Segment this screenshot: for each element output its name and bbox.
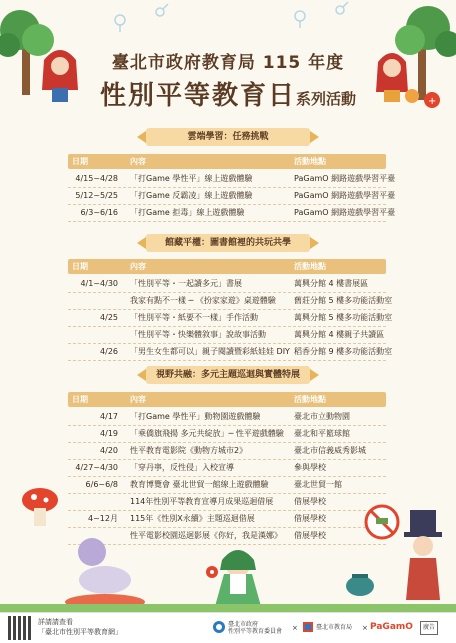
row-content: 「男生女生都可以」親子閱讀暨彩紙娃娃 DIY: [130, 347, 290, 356]
org2-line1: 臺北市教育局: [316, 624, 353, 631]
row-date: 4/17: [100, 412, 118, 421]
mushroom-icon: [22, 488, 58, 526]
footer-info-line1: 詳請請查看: [38, 618, 73, 626]
separator-x-1: ×: [292, 624, 298, 632]
row-date: 6/6~6/8: [85, 480, 118, 489]
caterpillar-character-icon: [65, 538, 145, 610]
table-row: [68, 326, 386, 344]
row-venue: 萬興分館 4 樓書展區: [294, 279, 369, 288]
table-row: [68, 408, 386, 426]
poster-title-line1: 臺北市政府教育局 115 年度: [111, 53, 345, 73]
row-content: 「穿丹寧，反性侵」入校宣導: [130, 463, 234, 472]
table-row: [68, 275, 386, 293]
table-row: [68, 425, 386, 443]
footer: [0, 612, 456, 643]
poster-title-suffix: 系列活動: [296, 90, 357, 108]
org1-line1: 臺北市政府: [228, 621, 259, 628]
row-venue: 臺北和平籃球館: [294, 429, 350, 438]
row-date: 4/27~4/30: [75, 463, 118, 472]
separator-x-2: ×: [362, 624, 368, 632]
footer-info-line2[interactable]: 「臺北市性別平等教育網」: [38, 628, 122, 636]
column-date: 日期: [72, 157, 88, 166]
flower-icon: [206, 566, 218, 578]
row-venue: PaGamO 網路遊戲學習平臺: [294, 174, 396, 183]
row-content: 教育博覽會 臺北世貿一館線上遊戲體驗: [130, 480, 269, 489]
column-content: 內容: [130, 395, 146, 404]
row-content: 我家有點不一樣 ─ 《扮家家遊》桌遊體驗: [130, 296, 276, 305]
row-content: 性平電影校園巡迴影展《你好，我是漢娜》: [130, 531, 282, 540]
row-date: 4/1~4/30: [80, 279, 118, 288]
row-venue: 借展學校: [294, 531, 326, 540]
row-date: 4/20: [100, 446, 118, 455]
row-venue: 臺北市立動物園: [294, 412, 350, 421]
column-venue: 活動地點: [294, 157, 326, 166]
row-content: 「性別平等・紙要不一樣」手作活動: [130, 313, 258, 322]
row-venue: 稻香分館 9 樓多功能活動室: [294, 347, 393, 356]
alice-character-icon: [214, 550, 262, 610]
row-date: 6/3~6/16: [80, 208, 118, 217]
grass-ground-icon: [0, 604, 456, 612]
table-row: [68, 309, 393, 327]
poster-title-main: 性別平等教育日: [99, 81, 296, 111]
section-banner-exhibition: 視野共融：多元主題巡迴與實體特展: [146, 366, 310, 384]
bottom-decoration: [0, 470, 456, 612]
row-content: 114年性別平等教育宣導月成果巡迴借展: [130, 497, 274, 506]
pagamo-logo: PaGamO: [370, 622, 413, 632]
row-venue: 舊莊分館 5 樓多功能活動室: [294, 296, 393, 305]
row-content: 「性別平等・一起讀多元」書展: [130, 279, 242, 288]
column-date: 日期: [72, 262, 88, 271]
column-content: 內容: [130, 262, 146, 271]
table-header-2: [68, 259, 386, 274]
poster-title-line2: [0, 75, 456, 112]
education-bureau-logo-icon: [302, 621, 314, 633]
row-venue: 借展學校: [294, 497, 326, 506]
taipei-logo-icon: [212, 620, 226, 634]
row-date: 4/25: [100, 313, 118, 322]
row-venue: 萬興分館 4 樓親子共讀區: [294, 330, 385, 339]
row-content: 「打Game 拒毒」線上遊戲體驗: [130, 208, 245, 217]
row-date: 5/12~5/25: [75, 191, 118, 200]
mad-hatter-character-icon: [404, 510, 442, 600]
column-date: 日期: [72, 395, 88, 404]
table-row: [68, 442, 386, 460]
row-content: 「打Game 學性平」動物園遊戲體驗: [130, 412, 261, 421]
ad-badge: 廣告: [420, 621, 438, 635]
no-drugs-sign-icon: [366, 506, 398, 538]
row-content: 「性別平等・快樂體敘事」說故事活動: [130, 330, 266, 339]
row-date: 4~12月: [88, 514, 118, 523]
column-venue: 活動地點: [294, 262, 326, 271]
row-content: 115年《性別X永續》主題巡迴借展: [130, 514, 255, 523]
table-row: [68, 343, 393, 361]
table-header-3: [68, 392, 386, 407]
row-content: 「乘僑旗飛揚 多元共綻放」─ 性平遊戲體驗: [130, 429, 284, 438]
row-venue: 臺北市信義威秀影城: [294, 446, 366, 455]
column-venue: 活動地點: [294, 395, 326, 404]
row-content: 性平教育電影院《動物方城市2》: [130, 446, 248, 455]
column-content: 內容: [130, 157, 146, 166]
table-row: [68, 292, 393, 310]
table-header-1: [68, 154, 386, 169]
svg-text:+: +: [428, 96, 437, 107]
qr-code-icon[interactable]: [8, 616, 32, 640]
row-date: 4/15~4/28: [75, 174, 118, 183]
row-date: 4/26: [100, 347, 118, 356]
table-row: [68, 170, 396, 188]
row-venue: 臺北世貿一館: [294, 480, 342, 489]
section-banner-library: 館藏平權：圖書館裡的共玩共學: [146, 234, 310, 252]
org1-line2: 性別平等教育委員會: [228, 628, 283, 635]
row-venue: PaGamO 網路遊戲學習平臺: [294, 208, 396, 217]
row-content: 「打Game 學性平」線上遊戲體驗: [130, 174, 253, 183]
table-row: [68, 187, 396, 205]
row-venue: PaGamO 網路遊戲學習平臺: [294, 191, 396, 200]
row-venue: 借展學校: [294, 514, 326, 523]
section-banner-cloud-learning: 雲端學習：任務挑戰: [146, 128, 310, 146]
row-content: 「打Game 反霸凌」線上遊戲體驗: [130, 191, 253, 200]
row-venue: 萬興分館 5 樓多功能活動室: [294, 313, 393, 322]
table-row: [68, 204, 396, 222]
row-date: 4/19: [100, 429, 118, 438]
gender-symbol-icons: [115, 2, 348, 32]
row-venue: 參與學校: [294, 463, 326, 472]
teapot-icon: [346, 574, 374, 596]
